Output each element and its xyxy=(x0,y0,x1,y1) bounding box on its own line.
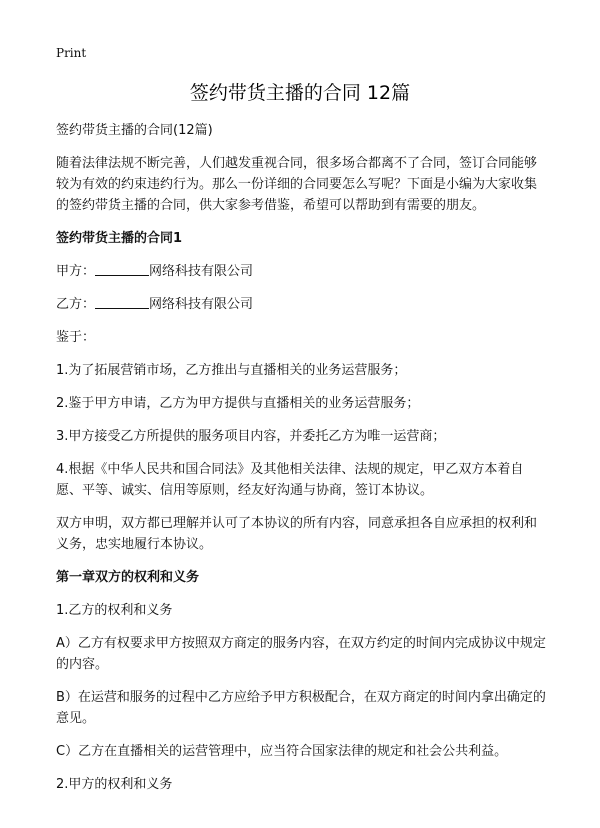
document-body xyxy=(56,120,548,807)
party-a-label: 甲方： xyxy=(56,264,96,279)
whereas-label: 鉴于： xyxy=(56,330,96,345)
party-b-label: 乙方： xyxy=(56,297,96,312)
party-b-name: 网络科技有限公司 xyxy=(149,297,254,312)
declaration-paragraph: 双方申明，双方都已理解并认可了本协议的所有内容，同意承担各自应承担的权利和义务，忠实地履行本协议。 xyxy=(56,516,538,552)
intro-paragraph: 随着法律法规不断完善，人们越发重视合同，很多场合都离不了合同，签订合同能够较为有效的约束违约行为。那么一份详细的合同要怎么写呢？下面是小编为大家收集的签约带货主播的合同，供大家参考借鉴，希望可以帮助到有需要的朋友。 xyxy=(56,156,538,213)
party-a-blank xyxy=(95,261,149,276)
party-a-line xyxy=(56,261,548,282)
item-1-a: A）乙方有权要求甲方按照双方商定的服务内容，在双方约定的时间内完成协议中规定的内容。 xyxy=(56,636,546,672)
item-2-heading: 2.甲方的权利和义务 xyxy=(56,777,173,792)
page-title: 签约带货主播的合同 12篇 xyxy=(189,82,411,104)
item-1-c: C）乙方在直播相关的运营管理中，应当符合国家法律的规定和社会公共利益。 xyxy=(56,744,508,759)
party-a-name: 网络科技有限公司 xyxy=(149,264,254,279)
clause-1: 1.为了拓展营销市场，乙方推出与直播相关的业务运营服务； xyxy=(56,363,407,378)
item-1-b: B）在运营和服务的过程中乙方应给予甲方积极配合，在双方商定的时间内拿出确定的意见。 xyxy=(56,690,546,726)
chapter-heading: 第一章双方的权利和义务 xyxy=(56,570,200,585)
clause-4: 4.根据《中华人民共和国合同法》及其他相关法律、法规的规定，甲乙双方本着自愿、平等、诚实、信用等原则，经友好沟通与协商，签订本协议。 xyxy=(56,462,524,498)
party-b-blank xyxy=(95,294,149,309)
party-b-line xyxy=(56,294,548,315)
clause-2: 2.鉴于甲方申请，乙方为甲方提供与直播相关的业务运营服务； xyxy=(56,396,420,411)
section-heading: 签约带货主播的合同1 xyxy=(56,231,183,246)
document-subtitle: 签约带货主播的合同(12篇) xyxy=(56,123,213,138)
item-1-heading: 1.乙方的权利和义务 xyxy=(56,603,173,618)
clause-3: 3.甲方接受乙方所提供的服务项目内容，并委托乙方为唯一运营商； xyxy=(56,429,446,444)
print-link[interactable]: Print xyxy=(56,46,87,60)
